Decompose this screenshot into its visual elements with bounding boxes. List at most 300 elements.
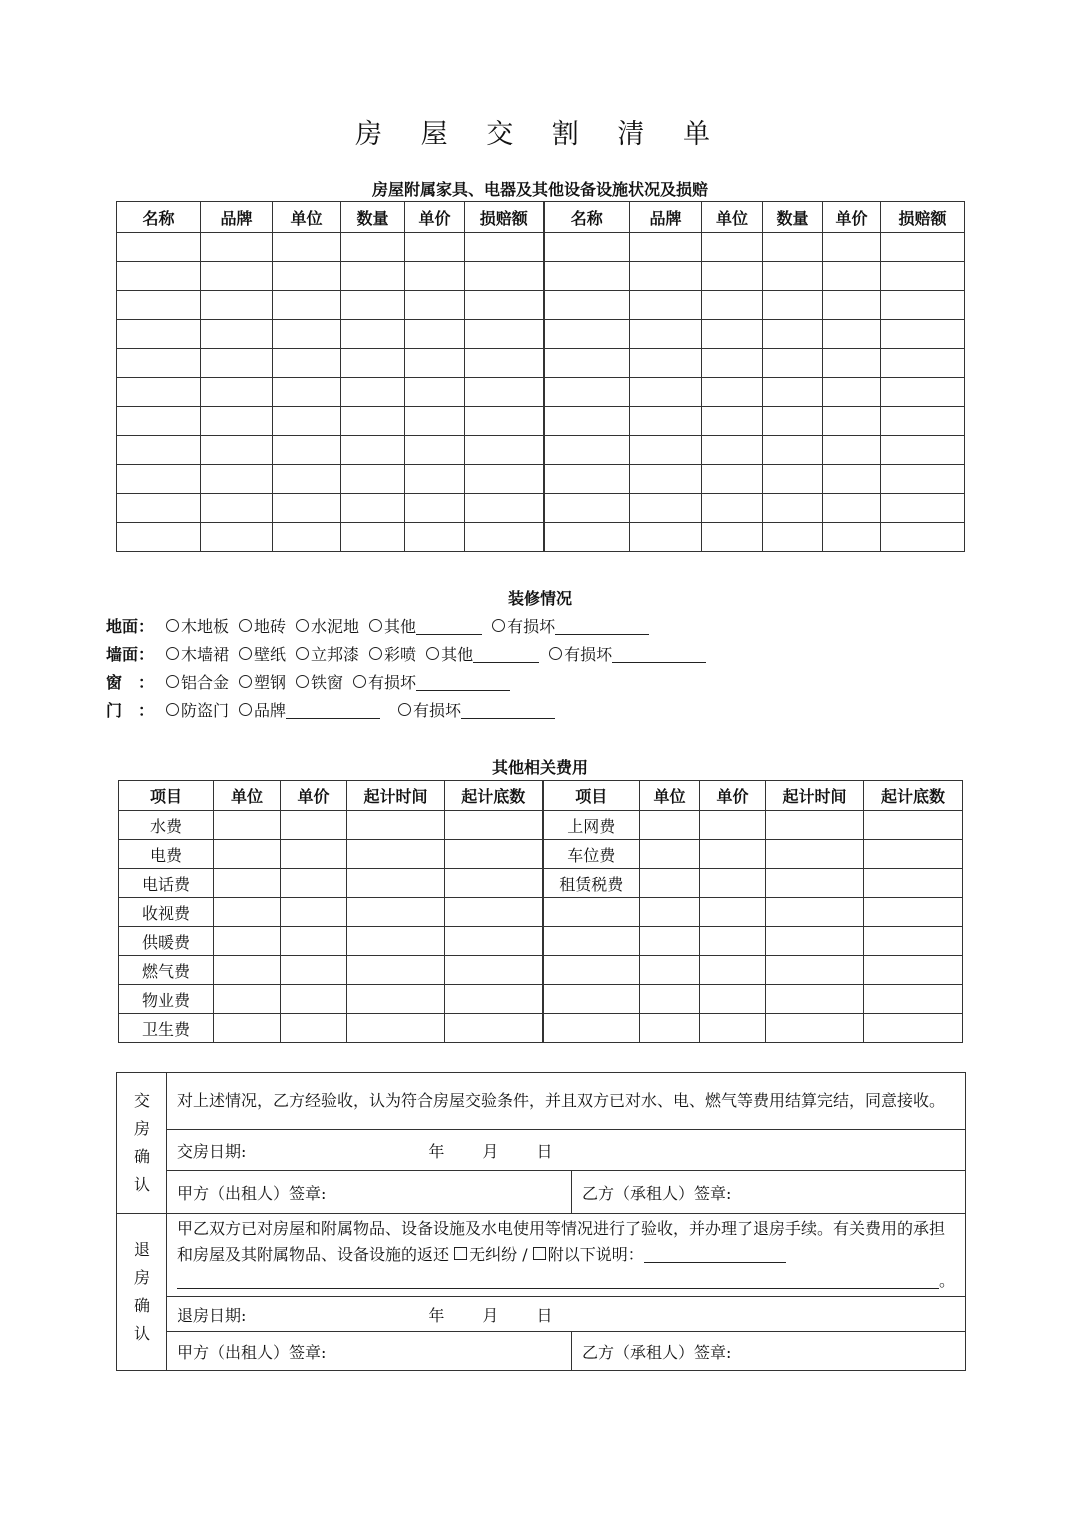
header-cell: 损赔额 [881,202,965,233]
option-iron[interactable]: 铁窗 [296,670,343,693]
table-cell[interactable] [864,1014,963,1043]
table-cell[interactable] [881,465,965,494]
table-cell[interactable] [405,378,465,407]
no-dispute-label: 无纠纷 [469,1245,518,1264]
table-cell[interactable] [702,320,763,349]
blank-line[interactable] [177,1272,939,1289]
table-cell[interactable] [763,407,823,436]
table-row [117,291,965,320]
table-cell[interactable] [201,465,273,494]
blank-line[interactable] [286,702,380,719]
table-cell[interactable] [281,840,347,869]
year-label: 年 [428,1141,445,1161]
table-cell[interactable] [864,840,963,869]
table-cell[interactable] [823,494,881,523]
table-cell[interactable] [766,927,864,956]
table-cell[interactable] [823,349,881,378]
table-cell[interactable] [405,349,465,378]
table-cell[interactable] [881,320,965,349]
table-cell[interactable] [630,349,702,378]
table-cell[interactable] [881,436,965,465]
table-cell[interactable] [823,320,881,349]
table-cell[interactable] [405,436,465,465]
option-damaged[interactable]: 有损坏 [549,642,706,665]
table-cell[interactable] [640,898,700,927]
table-cell[interactable] [881,407,965,436]
table-cell[interactable] [465,291,544,320]
table-cell[interactable] [630,436,702,465]
option-other[interactable]: 其他 [369,614,482,637]
fee-item-label [543,985,640,1014]
table-cell[interactable] [881,494,965,523]
table-cell[interactable] [700,811,766,840]
header-cell: 名称 [544,202,630,233]
radio-circle-icon [239,703,252,716]
table-cell[interactable] [281,956,347,985]
option-wood-floor[interactable]: 木地板 [166,614,229,637]
table-cell[interactable] [273,407,341,436]
fee-item-label: 水费 [119,811,214,840]
table-cell[interactable] [544,291,630,320]
table-cell[interactable] [341,494,405,523]
table-cell[interactable] [405,523,465,552]
table-cell[interactable] [465,262,544,291]
table-cell[interactable] [544,378,630,407]
option-damaged[interactable]: 有损坏 [492,614,649,637]
table-cell[interactable] [630,523,702,552]
table-cell[interactable] [201,523,273,552]
return-party-b-signature[interactable]: 乙方（承租人）签章: [572,1332,966,1371]
table-cell[interactable] [341,436,405,465]
table-cell[interactable] [465,436,544,465]
table-cell[interactable] [273,436,341,465]
table-cell[interactable] [700,840,766,869]
header-cell: 名称 [117,202,201,233]
table-cell[interactable] [640,811,700,840]
table-row [117,233,965,262]
fee-item-label: 车位费 [543,840,640,869]
table-cell[interactable] [702,436,763,465]
table-cell[interactable] [544,407,630,436]
table-cell[interactable] [405,407,465,436]
table-cell[interactable] [465,378,544,407]
table-cell[interactable] [881,291,965,320]
table-cell[interactable] [347,985,445,1014]
table-cell[interactable] [763,494,823,523]
table-cell[interactable] [214,1014,281,1043]
table-cell[interactable] [281,898,347,927]
table-cell[interactable] [347,956,445,985]
table-cell[interactable] [445,898,543,927]
table-cell[interactable] [640,985,700,1014]
window-row [106,670,520,694]
table-row [119,1014,963,1043]
table-cell[interactable] [117,349,201,378]
option-wood-wainscot[interactable]: 木墙裙 [166,642,229,665]
table-row [117,523,965,552]
table-cell[interactable] [864,985,963,1014]
header-cell: 项目 [119,781,214,811]
table-cell[interactable] [445,956,543,985]
handover-side-label: 交房确认 [117,1073,167,1214]
table-cell[interactable] [341,407,405,436]
table-cell[interactable] [117,523,201,552]
table-cell[interactable] [630,465,702,494]
handover-date-label: 交房日期: [177,1141,247,1161]
table-cell[interactable] [405,494,465,523]
table-cell[interactable] [347,1014,445,1043]
header-cell: 起计时间 [766,781,864,811]
table-cell[interactable] [341,291,405,320]
table-cell[interactable] [214,927,281,956]
table-cell[interactable] [201,320,273,349]
header-cell: 数量 [763,202,823,233]
fee-item-label: 收视费 [119,898,214,927]
fee-item-label: 卫生费 [119,1014,214,1043]
return-date-row [167,1297,966,1332]
blank-line[interactable] [473,646,539,663]
confirmation-table [116,1072,966,1371]
option-aluminum[interactable]: 铝合金 [166,670,229,693]
table-cell[interactable] [214,840,281,869]
table-cell[interactable] [881,262,965,291]
table-cell[interactable] [347,927,445,956]
header-cell: 损赔额 [465,202,544,233]
header-cell: 单价 [700,781,766,811]
table-cell[interactable] [201,407,273,436]
handover-date-row [167,1130,966,1171]
table-cell[interactable] [214,869,281,898]
table-cell[interactable] [702,262,763,291]
radio-circle-icon [369,647,382,660]
table-cell[interactable] [700,869,766,898]
table-cell[interactable] [214,985,281,1014]
table-cell[interactable] [341,349,405,378]
table-cell[interactable] [281,811,347,840]
table-cell[interactable] [702,233,763,262]
table-cell[interactable] [630,320,702,349]
radio-circle-icon [239,647,252,660]
table-cell[interactable] [766,956,864,985]
table-cell[interactable] [766,985,864,1014]
table-row [119,985,963,1014]
table-cell[interactable] [405,262,465,291]
table-cell[interactable] [766,840,864,869]
period: 。 [939,1271,956,1290]
option-paint[interactable]: 立邦漆 [296,642,359,665]
wall-row [106,642,716,666]
table-cell[interactable] [864,811,963,840]
table-cell[interactable] [281,1014,347,1043]
option-plastic-steel[interactable]: 塑钢 [239,670,286,693]
table-cell[interactable] [405,320,465,349]
fee-item-label: 上网费 [543,811,640,840]
table-cell[interactable] [640,927,700,956]
table-cell[interactable] [544,262,630,291]
radio-circle-icon [166,675,179,688]
table-row [119,811,963,840]
table-cell[interactable] [881,349,965,378]
table-cell[interactable] [763,262,823,291]
table-cell[interactable] [864,898,963,927]
table-cell[interactable] [214,898,281,927]
table-cell[interactable] [630,233,702,262]
table-cell[interactable] [702,349,763,378]
table-cell[interactable] [201,494,273,523]
table-cell[interactable] [823,523,881,552]
table-cell[interactable] [700,927,766,956]
option-damaged[interactable]: 有损坏 [398,698,555,721]
table-cell[interactable] [273,465,341,494]
table-cell[interactable] [445,869,543,898]
radio-circle-icon [296,675,309,688]
table-cell[interactable] [281,927,347,956]
table-cell[interactable] [823,291,881,320]
table-cell[interactable] [117,465,201,494]
table-cell[interactable] [763,349,823,378]
table-cell[interactable] [544,320,630,349]
table-cell[interactable] [201,262,273,291]
option-brand[interactable]: 品牌 [239,698,380,721]
table-cell[interactable] [117,378,201,407]
table-row [119,840,963,869]
furniture-section-title: 房屋附属家具、电器及其他设备设施状况及损赔 [371,180,708,199]
table-cell[interactable] [700,985,766,1014]
table-cell[interactable] [465,523,544,552]
table-cell[interactable] [630,378,702,407]
table-cell[interactable] [445,1014,543,1043]
table-row [117,378,965,407]
year-label: 年 [428,1305,445,1325]
option-security-door[interactable]: 防盗门 [166,698,229,721]
table-cell[interactable] [273,320,341,349]
checkbox-icon[interactable] [454,1247,467,1260]
handover-party-b-signature[interactable]: 乙方（承租人）签章: [572,1171,966,1214]
table-cell[interactable] [702,494,763,523]
table-cell[interactable] [445,840,543,869]
table-cell[interactable] [281,869,347,898]
table-cell[interactable] [700,956,766,985]
radio-circle-icon [239,619,252,632]
fee-item-label: 物业费 [119,985,214,1014]
header-cell: 单位 [702,202,763,233]
table-cell[interactable] [702,523,763,552]
table-cell[interactable] [640,1014,700,1043]
table-cell[interactable] [544,494,630,523]
header-cell: 单价 [281,781,347,811]
table-cell[interactable] [881,233,965,262]
blank-line[interactable] [416,674,510,691]
table-cell[interactable] [347,840,445,869]
table-cell[interactable] [201,233,273,262]
table-cell[interactable] [702,378,763,407]
table-cell[interactable] [702,407,763,436]
table-cell[interactable] [347,898,445,927]
table-cell[interactable] [117,320,201,349]
header-cell: 品牌 [201,202,273,233]
table-cell[interactable] [763,233,823,262]
table-cell[interactable] [273,233,341,262]
table-cell[interactable] [640,869,700,898]
table-cell[interactable] [445,985,543,1014]
handover-party-a-signature[interactable]: 甲方（出租人）签章: [167,1171,572,1214]
table-cell[interactable] [630,407,702,436]
table-cell[interactable] [823,436,881,465]
option-damaged[interactable]: 有损坏 [353,670,510,693]
table-cell[interactable] [117,262,201,291]
table-cell[interactable] [544,233,630,262]
table-cell[interactable] [823,465,881,494]
table-row [119,956,963,985]
header-cell: 单位 [214,781,281,811]
table-cell[interactable] [201,349,273,378]
table-cell[interactable] [281,985,347,1014]
fee-item-label [543,956,640,985]
header-cell: 数量 [341,202,405,233]
table-cell[interactable] [640,956,700,985]
return-date-label: 退房日期: [177,1305,247,1325]
checkbox-icon[interactable] [533,1247,546,1260]
slash: / [522,1245,528,1264]
page-title: 房 屋 交 割 清 单 [355,119,725,150]
table-cell[interactable] [864,956,963,985]
table-cell[interactable] [630,494,702,523]
table-cell[interactable] [273,349,341,378]
table-cell[interactable] [341,378,405,407]
table-cell[interactable] [273,494,341,523]
table-cell[interactable] [117,291,201,320]
table-cell[interactable] [702,291,763,320]
table-cell[interactable] [544,349,630,378]
table-cell[interactable] [763,465,823,494]
table-cell[interactable] [347,869,445,898]
decoration-section-title: 装修情况 [507,589,572,608]
table-cell[interactable] [405,291,465,320]
table-cell[interactable] [766,811,864,840]
table-cell[interactable] [823,262,881,291]
table-cell[interactable] [117,233,201,262]
fee-item-label: 电话费 [119,869,214,898]
table-cell[interactable] [544,436,630,465]
option-cement[interactable]: 水泥地 [296,614,359,637]
table-cell[interactable] [700,1014,766,1043]
return-party-a-signature[interactable]: 甲方（出租人）签章: [167,1332,572,1371]
table-cell[interactable] [766,898,864,927]
header-cell: 单位 [640,781,700,811]
window-label: 窗 ： [106,673,155,692]
table-cell[interactable] [763,291,823,320]
table-cell[interactable] [341,465,405,494]
table-cell[interactable] [273,262,341,291]
table-cell[interactable] [214,956,281,985]
table-row [117,349,965,378]
table-cell[interactable] [465,233,544,262]
radio-circle-icon [353,675,366,688]
table-cell[interactable] [823,378,881,407]
table-cell[interactable] [630,262,702,291]
header-cell: 品牌 [630,202,702,233]
table-cell[interactable] [881,378,965,407]
table-cell[interactable] [214,811,281,840]
table-cell[interactable] [405,465,465,494]
fees-table [118,780,963,1043]
option-spray[interactable]: 彩喷 [369,642,416,665]
return-statement-text: 甲乙双方已对房屋和附属物品、设备设施及水电使用等情况进行了验收，并办理了退房手续。有关费用的承担和房屋及其附属物品、设备设施的返还 [177,1219,946,1264]
table-row [119,869,963,898]
table-cell[interactable] [273,378,341,407]
blank-line[interactable] [461,702,555,719]
table-cell[interactable] [341,262,405,291]
blank-line[interactable] [612,646,706,663]
table-cell[interactable] [864,927,963,956]
return-side-label: 退房确认 [117,1214,167,1371]
table-cell[interactable] [117,436,201,465]
table-cell[interactable] [881,523,965,552]
radio-circle-icon [369,619,382,632]
blank-line[interactable] [416,618,482,635]
option-wallpaper[interactable]: 壁纸 [239,642,286,665]
radio-circle-icon [549,647,562,660]
table-cell[interactable] [630,291,702,320]
table-cell[interactable] [766,1014,864,1043]
table-cell[interactable] [640,840,700,869]
table-cell[interactable] [341,320,405,349]
table-cell[interactable] [763,378,823,407]
table-cell[interactable] [823,407,881,436]
table-cell[interactable] [763,320,823,349]
table-cell[interactable] [273,523,341,552]
table-row [119,927,963,956]
table-cell[interactable] [465,320,544,349]
table-cell[interactable] [201,436,273,465]
table-cell[interactable] [700,898,766,927]
table-cell[interactable] [544,523,630,552]
option-other[interactable]: 其他 [426,642,539,665]
table-cell[interactable] [766,869,864,898]
table-cell[interactable] [117,407,201,436]
table-cell[interactable] [702,465,763,494]
table-cell[interactable] [465,494,544,523]
fee-item-label: 电费 [119,840,214,869]
table-cell[interactable] [341,233,405,262]
table-cell[interactable] [445,927,543,956]
table-cell[interactable] [763,436,823,465]
table-cell[interactable] [465,349,544,378]
option-tile[interactable]: 地砖 [239,614,286,637]
table-cell[interactable] [201,291,273,320]
table-cell[interactable] [465,465,544,494]
furniture-header-row [117,202,965,233]
table-cell[interactable] [763,523,823,552]
day-label: 日 [536,1141,553,1161]
table-cell[interactable] [544,465,630,494]
blank-line[interactable] [555,618,649,635]
table-cell[interactable] [273,291,341,320]
fees-header-row [119,781,963,811]
table-cell[interactable] [864,869,963,898]
furniture-table [116,201,965,552]
table-cell[interactable] [341,523,405,552]
table-cell[interactable] [465,407,544,436]
table-cell[interactable] [405,233,465,262]
table-cell[interactable] [347,811,445,840]
table-cell[interactable] [117,494,201,523]
table-cell[interactable] [445,811,543,840]
table-cell[interactable] [201,378,273,407]
blank-line[interactable] [644,1246,786,1263]
table-cell[interactable] [823,233,881,262]
floor-label: 地面： [106,617,155,636]
